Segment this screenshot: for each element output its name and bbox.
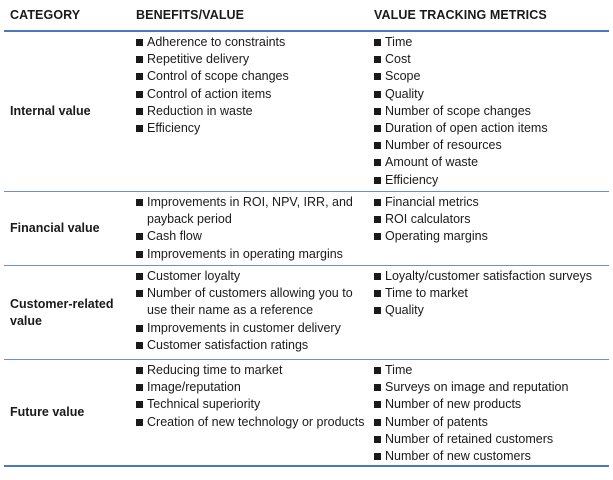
list-item: [136, 34, 374, 51]
list-item: [136, 51, 374, 68]
table-body: [4, 32, 609, 467]
square-bullet-icon: [374, 285, 385, 302]
square-bullet-icon: [136, 414, 147, 431]
list-item-text: Duration of open action items: [385, 121, 548, 136]
square-bullet-icon: [136, 34, 147, 51]
list-item: [374, 285, 609, 302]
list-item-text: Reduction in waste: [147, 103, 253, 118]
value-table: [4, 0, 609, 467]
square-bullet-icon: [136, 362, 147, 379]
list-item: [136, 396, 374, 413]
list-item: [374, 194, 609, 211]
list-item: [374, 379, 609, 396]
list-item: [374, 120, 609, 137]
metrics-cell: [374, 192, 609, 265]
square-bullet-icon: [374, 448, 385, 465]
list-item: [374, 396, 609, 413]
square-bullet-icon: [374, 431, 385, 448]
square-bullet-icon: [374, 51, 385, 68]
list-item-text: Number of patents: [385, 414, 488, 429]
list-item: [374, 228, 609, 245]
list-item: [374, 268, 609, 285]
list-item: [136, 379, 374, 396]
list-item-text: Efficiency: [385, 172, 439, 187]
list-item-text: Number of scope changes: [385, 103, 531, 118]
list-item-text: Control of scope changes: [147, 69, 289, 84]
list-item-text: Image/reputation: [147, 380, 241, 395]
list-item: [136, 285, 374, 319]
list-item: [374, 362, 609, 379]
benefits-cell: [136, 32, 374, 191]
list-item-text: ROI calculators: [385, 212, 471, 227]
square-bullet-icon: [374, 137, 385, 154]
square-bullet-icon: [374, 268, 385, 285]
list-item-text: Technical superiority: [147, 397, 261, 412]
category-cell: Future value: [10, 405, 85, 419]
square-bullet-icon: [136, 120, 147, 137]
square-bullet-icon: [374, 194, 385, 211]
list-item-text: Surveys on image and reputation: [385, 380, 569, 395]
list-item-text: Operating margins: [385, 229, 488, 244]
square-bullet-icon: [374, 154, 385, 171]
list-item-text: Number of resources: [385, 138, 502, 153]
list-item-text: Quality: [385, 86, 424, 101]
square-bullet-icon: [374, 302, 385, 319]
list-item-text: Number of new products: [385, 397, 522, 412]
list-item-text: Time to market: [385, 286, 468, 301]
square-bullet-icon: [374, 211, 385, 228]
square-bullet-icon: [136, 337, 147, 354]
list-item-text: Efficiency: [147, 121, 201, 136]
square-bullet-icon: [374, 396, 385, 413]
list-item-text: Number of retained customers: [385, 431, 554, 446]
list-item: [374, 431, 609, 448]
table-row: [4, 32, 609, 192]
list-item: [136, 86, 374, 103]
square-bullet-icon: [374, 34, 385, 51]
list-item: [374, 34, 609, 51]
table-row: [4, 192, 609, 266]
list-item-text: Improvements in ROI, NPV, IRR, and payback period: [147, 195, 353, 227]
square-bullet-icon: [136, 268, 147, 285]
list-item: [136, 120, 374, 137]
square-bullet-icon: [374, 86, 385, 103]
list-item-text: Loyalty/customer satisfaction surveys: [385, 269, 593, 283]
square-bullet-icon: [136, 396, 147, 413]
list-item-text: Number of customers allowing you to use their name as a reference: [147, 286, 353, 318]
metrics-cell: [374, 32, 609, 191]
list-item: [136, 194, 374, 228]
square-bullet-icon: [136, 86, 147, 103]
list-item: [136, 68, 374, 85]
list-item: [374, 172, 609, 189]
list-item: [374, 302, 609, 319]
list-item: [136, 268, 374, 285]
list-item: [136, 103, 374, 120]
list-item: [374, 86, 609, 103]
benefits-cell: [136, 192, 374, 265]
list-item-text: Cost: [385, 52, 411, 67]
header-benefits: BENEFITS/VALUE: [136, 8, 245, 22]
list-item-text: Adherence to constraints: [147, 35, 286, 49]
list-item-text: Financial metrics: [385, 195, 479, 209]
square-bullet-icon: [136, 285, 147, 319]
list-item: [374, 137, 609, 154]
category-cell: Financial value: [10, 221, 100, 235]
list-item-text: Customer loyalty: [147, 269, 241, 283]
list-item-text: Improvements in customer delivery: [147, 320, 341, 335]
category-cell: Internal value: [10, 104, 91, 118]
list-item-text: Number of new customers: [385, 449, 531, 464]
list-item-text: Repetitive delivery: [147, 52, 250, 67]
table-row: [4, 360, 609, 467]
list-item: [374, 68, 609, 85]
list-item: [136, 320, 374, 337]
metrics-cell: [374, 360, 609, 465]
list-item: [136, 228, 374, 245]
metrics-cell: [374, 266, 609, 359]
square-bullet-icon: [136, 194, 147, 228]
square-bullet-icon: [374, 414, 385, 431]
square-bullet-icon: [136, 51, 147, 68]
square-bullet-icon: [136, 228, 147, 245]
list-item-text: Time: [385, 363, 413, 377]
list-item-text: Customer satisfaction ratings: [147, 337, 309, 352]
header-category: CATEGORY: [10, 8, 81, 22]
list-item: [136, 362, 374, 379]
square-bullet-icon: [374, 120, 385, 137]
list-item: [374, 103, 609, 120]
list-item: [374, 51, 609, 68]
list-item-text: Quality: [385, 303, 424, 318]
square-bullet-icon: [374, 172, 385, 189]
square-bullet-icon: [374, 228, 385, 245]
square-bullet-icon: [374, 362, 385, 379]
benefits-cell: [136, 266, 374, 359]
square-bullet-icon: [136, 320, 147, 337]
square-bullet-icon: [374, 68, 385, 85]
list-item-text: Time: [385, 35, 413, 49]
list-item: [136, 246, 374, 263]
square-bullet-icon: [136, 103, 147, 120]
list-item: [136, 337, 374, 354]
list-item-text: Scope: [385, 69, 421, 84]
category-cell: Customer-related value: [10, 296, 114, 328]
square-bullet-icon: [136, 68, 147, 85]
list-item-text: Creation of new technology or products: [147, 414, 365, 429]
table-header: [4, 0, 609, 32]
list-item-text: Improvements in operating margins: [147, 246, 343, 261]
table-row: [4, 266, 609, 360]
list-item-text: Control of action items: [147, 86, 272, 101]
square-bullet-icon: [136, 246, 147, 263]
square-bullet-icon: [136, 379, 147, 396]
list-item: [374, 211, 609, 228]
list-item: [136, 414, 374, 431]
list-item: [374, 154, 609, 171]
square-bullet-icon: [374, 379, 385, 396]
benefits-cell: [136, 360, 374, 465]
list-item-text: Amount of waste: [385, 155, 479, 170]
list-item: [374, 414, 609, 431]
square-bullet-icon: [374, 103, 385, 120]
list-item: [374, 448, 609, 465]
list-item-text: Reducing time to market: [147, 363, 283, 377]
list-item-text: Cash flow: [147, 229, 202, 244]
header-metrics: VALUE TRACKING METRICS: [374, 8, 547, 22]
